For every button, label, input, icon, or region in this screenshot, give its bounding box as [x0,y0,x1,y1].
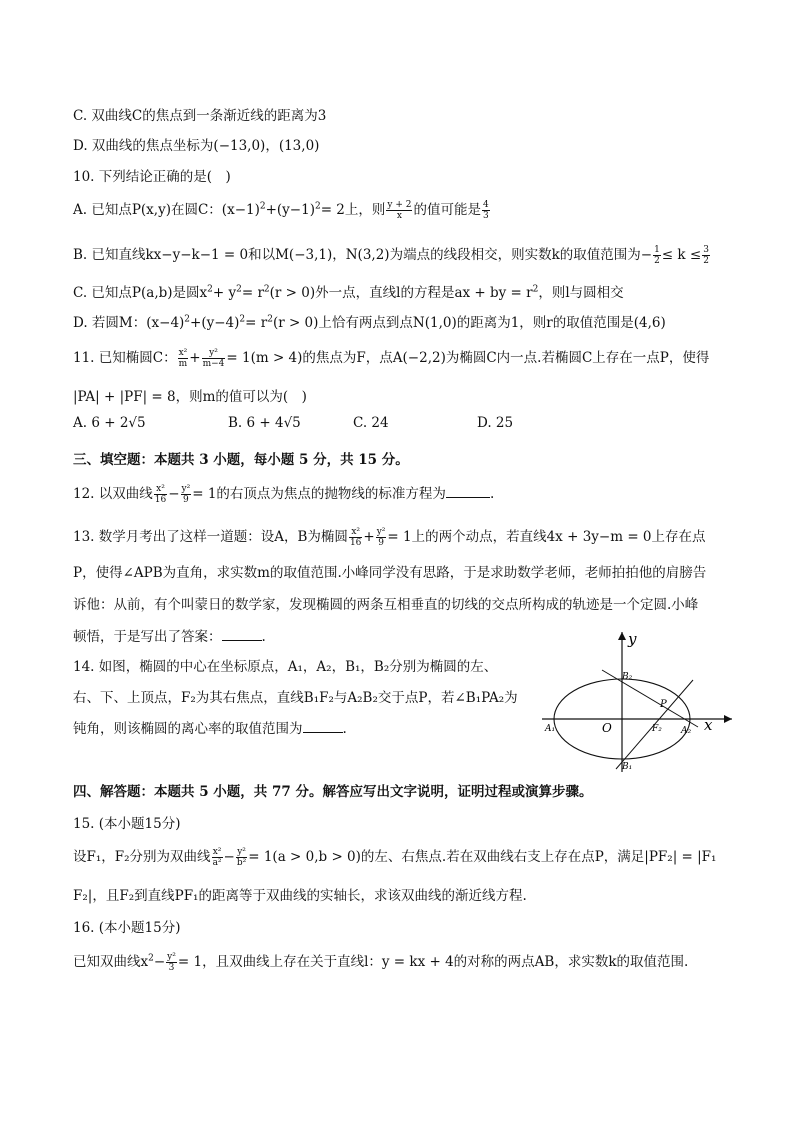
q14-line1: 14. 如图，椭圆的中心在坐标原点，A₁，A₂，B₁，B₂分别为椭圆的左、 [73,659,498,675]
q10-b-frac2: $\frac{3}{2}$ [703,245,709,266]
y-axis-arrow [618,632,626,640]
q10-d-pre: D. 若圆M：(x−4) [73,315,185,331]
q14-line3-text: 钝角，则该椭圆的离心率的取值范围为 [73,721,303,737]
q11-option-c: C. 24 [353,415,389,431]
q16-stem: 已知双曲线$x^2-$ $\frac{\text{y²}}{3}$ = 1，且双曲线上存在关于直线l：y = kx + 4的对称的两点AB，求实数k的取值范围. [73,952,689,973]
q12-stem [73,482,494,505]
q12-pre: 12. 以双曲线 [73,486,153,502]
q10-d-mid: +(y−4) [190,315,240,331]
q10-b-frac1: $\frac{1}{2}$ [654,245,660,266]
figure-f2-label: F₂ [652,724,662,734]
figure-p-label: P [660,699,667,710]
q14-end: . [342,721,347,737]
q10-option-c: C. 已知点P(a,b)是圆$x^2+ y^2= r^2(r > 0)$外一点，直线l的方程是ax + by = $r^2$，则l与圆相交 [73,284,624,301]
q11-option-b: B. 6 + 4√5 [228,415,301,431]
q13-frac2: $\frac{\text{y²}}{9}$ [376,527,386,548]
q10-c-post: (r > 0)外一点，直线l的方程是ax + by = r [269,285,533,301]
q10-b-pre: B. 已知直线kx−y−k−1 = 0和以M(−3,1)，N(3,2)为端点的线段相交，则实数k的取值范围为− [73,247,653,263]
q13-line2: P，使得∠APB为直角，求实数m的取值范围.小峰同学没有思路，于是求助数学老师，老师拍拍他的肩膀告 [73,565,707,581]
q11-option-a: A. 6 + 2√5 [73,415,146,431]
q13-post: = 1上的两个动点，若直线4x + 3y−m = 0上存在点 [387,529,706,545]
figure-a2-label: A₂ [681,726,692,736]
q16-post: = 1，且双曲线上存在关于直线l：y = kx + 4的对称的两点AB，求实数k的取值范围. [177,954,689,970]
q10-a-pre: A. 已知点P(x,y)在圆C：(x−1) [73,202,260,218]
q10-a-mid: +(y−1) [265,202,315,218]
q10-c-end: ，则l与圆相交 [538,285,624,301]
q11-frac1: $\frac{\text{x²}}{m}$ [178,348,188,369]
section-4-heading: 四、解答题：本题共 5 小题，共 77 分。解答应写出文字说明，证明过程或演算步骤。 [73,784,593,800]
q15-stem [73,845,716,868]
q11-plus: + [189,350,201,366]
q15-heading: 15. (本小题15分) [73,816,181,832]
q13-plus: + [363,529,375,545]
q10-a-value: $\frac{4}{3}$ [482,200,489,221]
q14-line3 [73,717,347,737]
ellipse-figure [536,628,736,774]
x-axis-arrow [724,715,732,723]
figure-x-label: x [704,716,713,734]
q15-line2: F₂|，且F₂到直线PF₁的距离等于双曲线的实轴长，求该双曲线的渐近线方程. [73,888,527,904]
q10-c-pre: C. 已知点P(a,b)是圆x [73,285,208,301]
q13-frac1: $\frac{\text{x²}}{16}$ [349,527,362,548]
q13-stem [73,525,706,548]
q10-stem: 10. 下列结论正确的是( ) [73,169,231,185]
section-3-heading: 三、填空题：本题共 3 小题，每小题 5 分，共 15 分。 [73,452,409,468]
q13-pre: 13. 数学月考出了这样一道题：设A，B为椭圆 [73,529,348,545]
q15-minus: − [223,849,235,865]
q11-frac2: $\frac{\text{y²}}{m-4}$ [202,348,225,369]
q10-option-b [73,243,711,266]
q13-end: . [261,629,266,645]
q10-c-mid: + y [212,285,237,301]
figure-y-label: y [628,630,637,648]
q11-line2: |PA| + |PF| = 8，则m的值可以为( ) [73,389,307,405]
q16-heading: 16. (本小题15分) [73,920,181,936]
figure-origin-label: O [602,721,612,735]
q16-pre: 已知双曲线x [73,954,149,970]
q11-options [73,415,733,433]
q10-option-a: A. 已知点P(x,y)在圆C：$(x-1)^2+(y-1)^2= 2$上，则 $\frac{y + 2}{x}$ 的值可能是 $\frac{4}{3}$ [73,200,489,221]
figure-b1-label: B₁ [622,762,633,772]
q9-option-d: D. 双曲线的焦点坐标为(−13,0)，(13,0) [73,138,320,154]
q11-option-d: D. 25 [477,415,514,431]
q14-line2: 右、下、上顶点，F₂为其右焦点，直线B₁F₂与A₂B₂交于点P，若∠B₁PA₂为 [73,690,518,706]
q10-d-mid2: = r [245,315,268,331]
q13-answer-blank [222,628,262,641]
q11-post: = 1(m > 4)的焦点为F，点A(−2,2)为椭圆C内一点.若椭圆C上存在一点P，使得 [226,350,710,366]
figure-b2-label: B₂ [622,672,633,682]
q10-b-mid: ≤ k ≤ [661,247,702,263]
q9-option-c: C. 双曲线C的焦点到一条渐近线的距离为3 [73,108,327,124]
q10-option-d: D. 若圆M：$(x-4)^2+(y-4)^2= r^2(r > 0)$上恰有两点到点N(1,0)的距离为1，则r的取值范围是(4,6) [73,314,666,331]
q13-line3: 诉他：从前，有个叫蒙日的数学家，发现椭圆的两条互相垂直的切线的交点所构成的轨迹是一个定圆.小峰 [73,597,699,613]
q12-minus: − [168,486,180,502]
q15-pre: 设F₁，F₂分别为双曲线 [73,849,211,865]
q10-c-mid2: = r [241,285,264,301]
q13-line4 [73,625,266,645]
q12-end: . [489,486,495,502]
q12-frac2: $\frac{\text{y²}}{9}$ [181,484,191,505]
q13-line4-text: 顿悟，于是写出了答案： [73,629,222,645]
q14-answer-blank [303,720,343,733]
q12-post: = 1的右顶点为焦点的抛物线的标准方程为 [192,486,446,502]
q11-stem [73,346,709,369]
q11-pre: 11. 已知椭圆C： [73,350,177,366]
q15-frac2: $\frac{\text{y²}}{\text{b²}}$ [236,847,247,868]
q15-frac1: $\frac{\text{x²}}{\text{a²}}$ [212,847,222,868]
figure-a1-label: A₁ [545,724,556,734]
q16-frac: $\frac{\text{y²}}{3}$ [167,952,176,973]
q16-minus: − [153,954,166,970]
q10-a-mid2: = 2上，则 [320,202,386,218]
q10-d-post: (r > 0)上恰有两点到点N(1,0)的距离为1，则r的取值范围是(4,6) [272,315,666,331]
q12-answer-blank [446,485,490,498]
q15-post: = 1(a > 0,b > 0)的左、右焦点.若在双曲线右支上存在点P，满足|PF₂| = |F₁ [248,849,717,865]
q12-frac1: $\frac{\text{x²}}{16}$ [154,484,167,505]
q10-a-post: 的值可能是 [413,202,481,218]
q10-a-fraction: $\frac{y + 2}{x}$ [387,200,412,221]
